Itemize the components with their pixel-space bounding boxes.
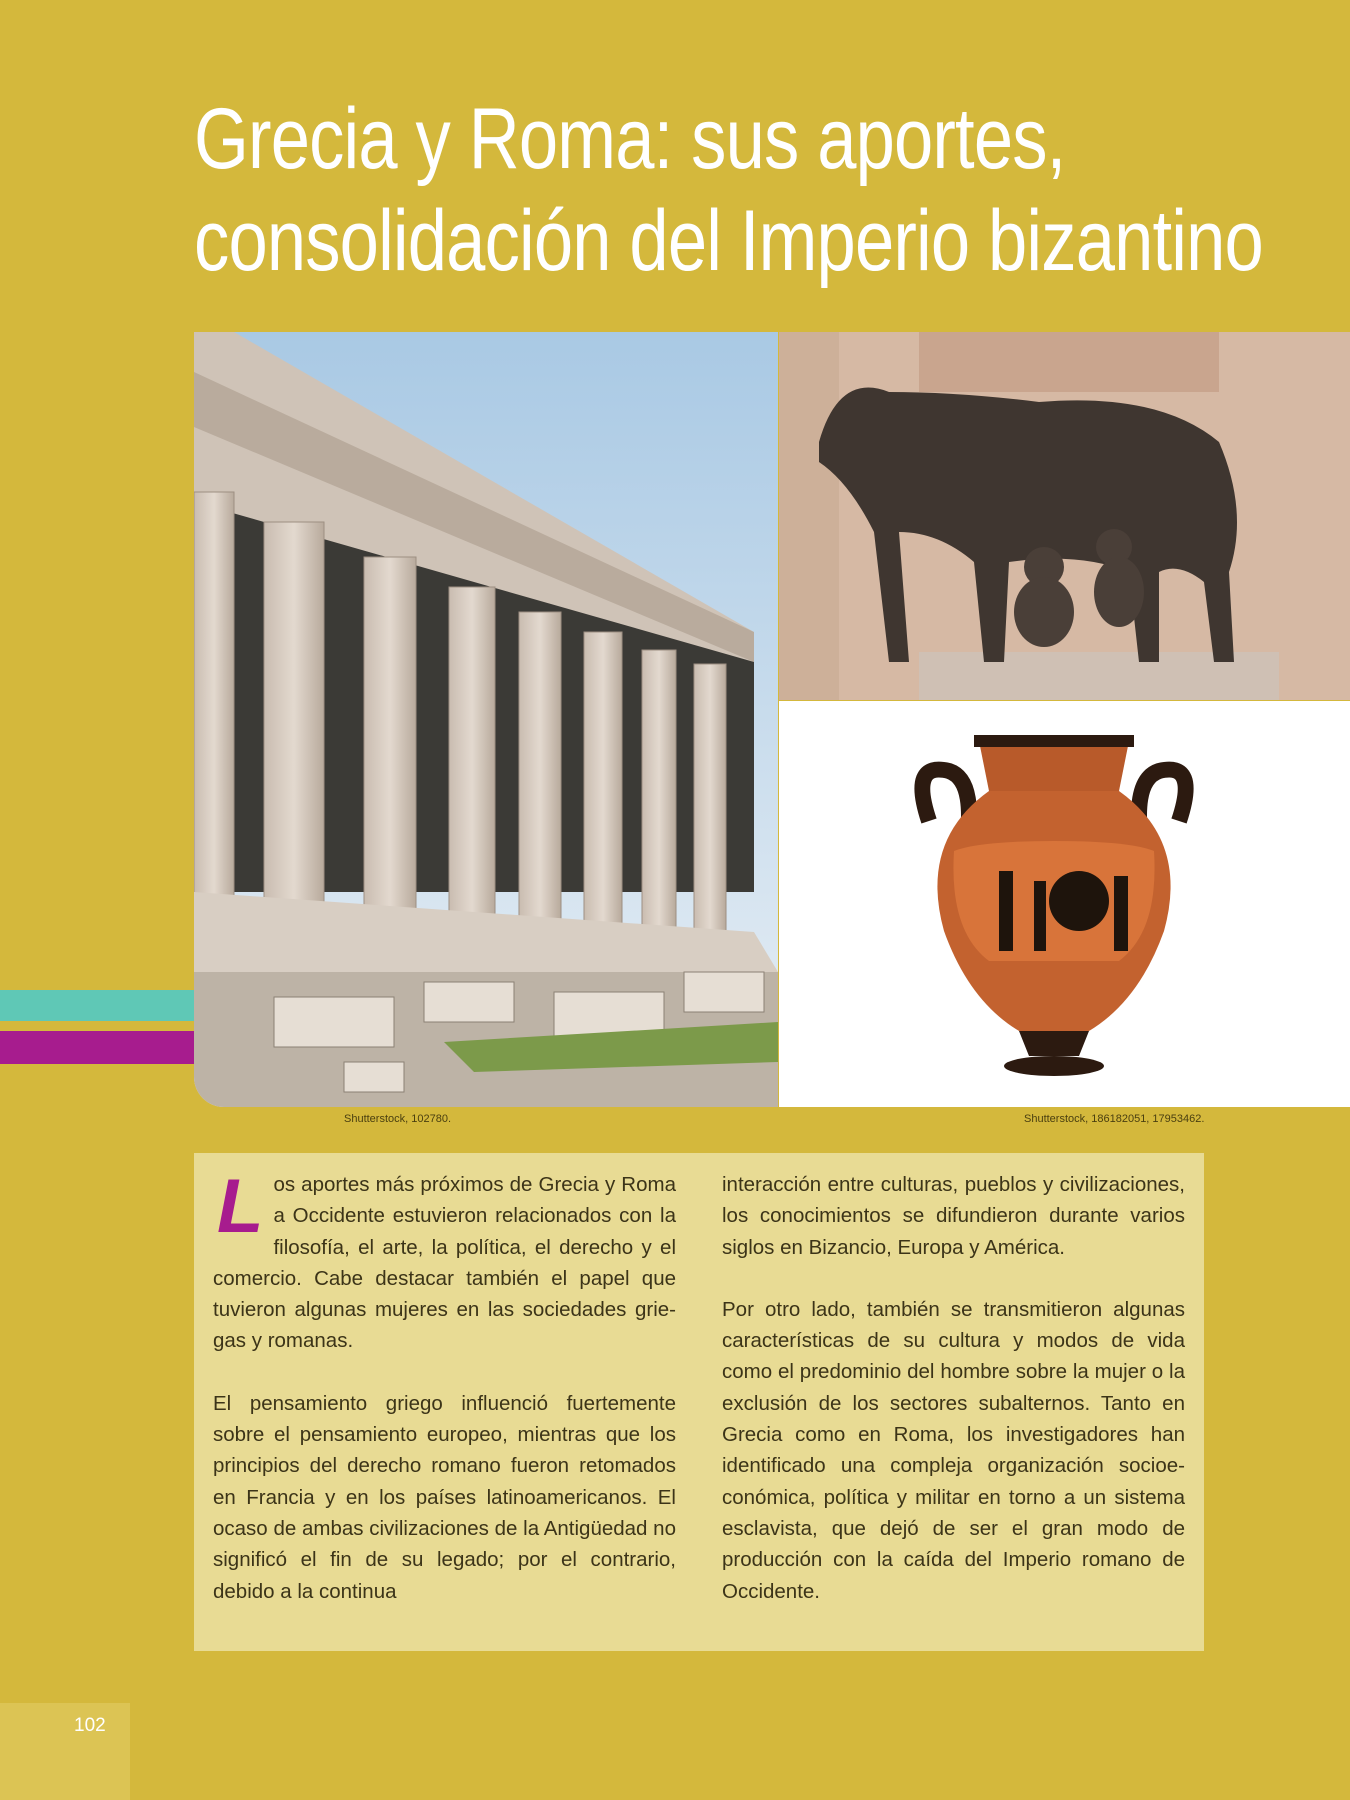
- page-title-line-2: consolidación del Imperio bizantino: [194, 193, 1263, 289]
- page-number-tab: [0, 1703, 130, 1800]
- parthenon-photo: [194, 332, 778, 1107]
- paragraph-1: [213, 1164, 676, 1357]
- teal-accent-stripe: [0, 990, 200, 1021]
- paragraph-1-text: os aportes más próximos de Grecia y Roma a Occidente estuvieron relacionados con la filosofía, el arte, la política, el derecho y el comercio. Cabe destacar también el papel que tuvieron algunas mujeres en las sociedades griegas y romanas.: [213, 1173, 676, 1353]
- drop-cap: L: [217, 1164, 264, 1249]
- page-number: 102: [74, 1715, 106, 1736]
- text-column-right: [722, 1169, 1185, 1638]
- magenta-accent-stripe: [0, 1031, 200, 1064]
- paragraph-3: interacción entre culturas, pueblos y civilizaciones, los conocimientos se difundieron durante varios siglos en Bizancio, Europa y América.: [722, 1173, 1185, 1259]
- amphora-photo: [779, 701, 1350, 1107]
- page-title-line-1: Grecia y Roma: sus aportes,: [194, 91, 1066, 187]
- paragraph-2: El pensamiento griego influenció fuertemente sobre el pensamiento europeo, mientras que los principios del derecho romano fueron retomados en Francia y en los países latinoamericanos. El ocaso de ambas civilizaciones de la Antigüedad no significó el fin de su legado; por el contrario, debido a la continua: [213, 1391, 676, 1603]
- paragraph-4: Por otro lado, también se transmitieron algunas características de su cultura y modos de vida como el predominio del hombre sobre la mujer o la exclusión de los sectores subalternos. Tanto en Grecia como en Roma, los investigadores han identificado una compleja organización socioeconómica, política y militar en torno a un sistema esclavista, que dejó de ser el gran modo de producción con la caída del Imperio romano de Occidente.: [722, 1297, 1185, 1603]
- page-title: [194, 88, 1263, 292]
- capitoline-wolf-photo: [779, 332, 1350, 700]
- photo-credit-right: Shutterstock, 186182051, 17953462.: [1024, 1113, 1205, 1125]
- body-text-box: [194, 1153, 1204, 1651]
- photo-credit-left: Shutterstock, 102780.: [344, 1113, 452, 1125]
- text-column-left: [213, 1164, 676, 1638]
